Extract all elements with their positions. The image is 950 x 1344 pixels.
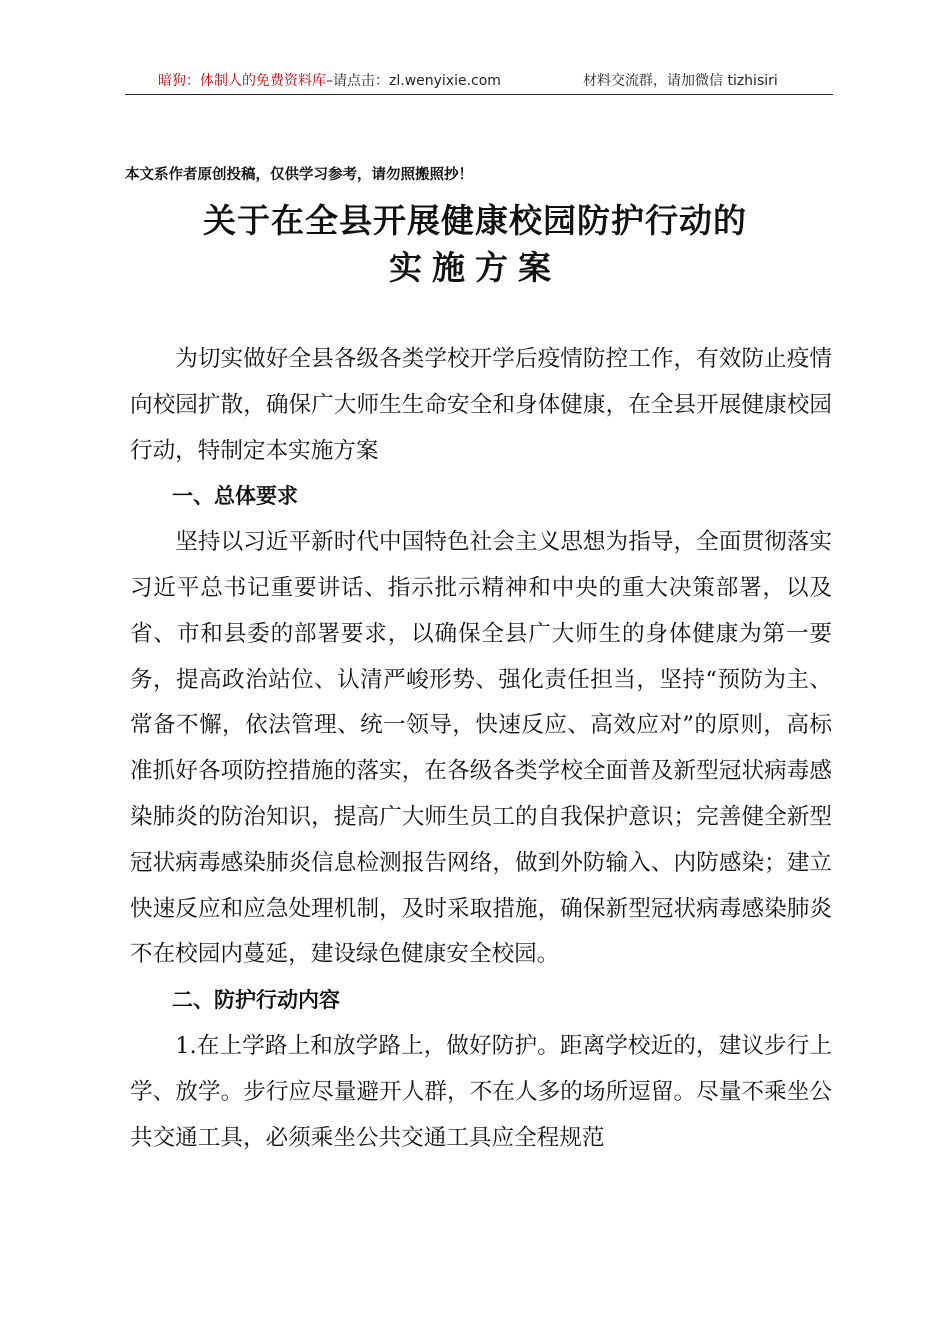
header-url-link[interactable]: zl.wenyixie.com	[389, 73, 501, 89]
page-header	[125, 68, 833, 95]
header-source: 暗狗：体制人的免费资料库	[158, 73, 326, 89]
copyright-notice: 本文系作者原创投稿，仅供学习参考，请勿照搬照抄！	[125, 166, 473, 183]
document-body	[130, 337, 832, 1161]
header-source-line	[158, 70, 501, 90]
section2-heading: 二、防护行动内容	[172, 988, 340, 1013]
document-title-line1: 关于在全县开展健康校园防护行动的	[203, 201, 747, 240]
section2-paragraph: 1.在上学路上和放学路上，做好防护。距离学校近的，建议步行上学、放学。步行应尽量避开人群，不在人多的场所逗留。尽量不乘坐公共交通工具，必须乘坐公共交通工具应全程规范	[130, 1032, 832, 1151]
intro-paragraph: 为切实做好全县各级各类学校开学后疫情防控工作，有效防止疫情向校园扩散，确保广大师生生命安全和身体健康，在全县开展健康校园行动，特制定本实施方案	[130, 346, 832, 464]
section1-heading: 一、总体要求	[172, 484, 298, 509]
header-contact: 材料交流群，请加微信 tizhisiri	[583, 73, 778, 89]
section1-paragraph: 坚持以习近平新时代中国特色社会主义思想为指导，全面贯彻落实习近平总书记重要讲话、指示批示精神和中央的重大决策部署，以及省、市和县委的部署要求，以确保全县广大师生的身体健康为第一要务，提高政治站位、认清严峻形势、强化责任担当，坚持“预防为主、常备不懈，依法管理、统一领导，快速反应、高效应对”的原则，高标准抓好各项防控措施的落实，在各级各类学校全面普及新型冠状病毒感染肺炎的防治知识，提高广大师生员工的自我保护意识；完善健全新型冠状病毒感染肺炎信息检测报告网络，做到外防输入、内防感染；建立快速反应和应急处理机制，及时采取措施，确保新型冠状病毒感染肺炎不在校园内蔓延，建设绿色健康安全校园。	[130, 529, 832, 968]
document-title-line2: 实施方案	[389, 248, 561, 287]
header-click-prefix: –请点击：	[326, 73, 389, 89]
